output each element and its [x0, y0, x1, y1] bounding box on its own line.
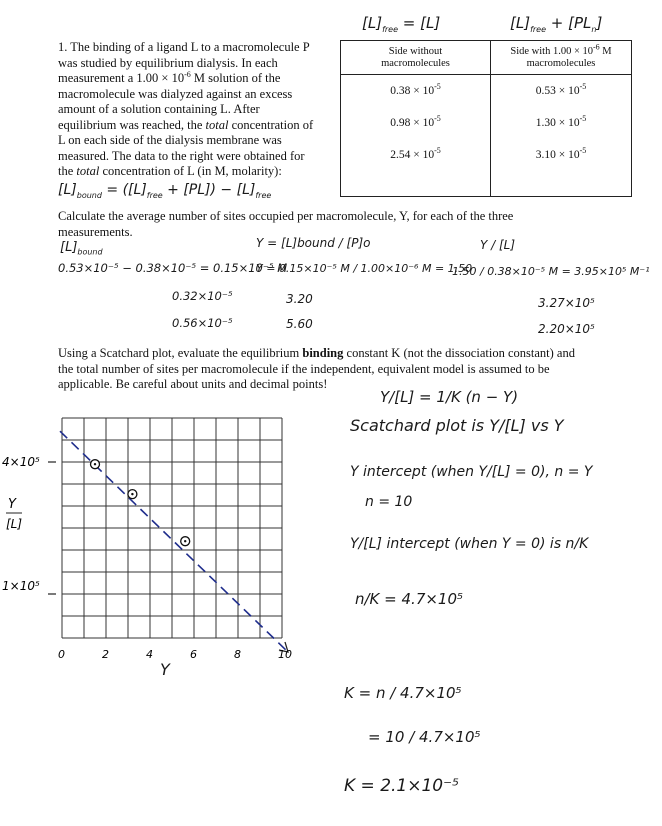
hw-y-2: 3.20: [286, 292, 313, 306]
table-cell: $3.10 \times 10^{-5}$: [535, 146, 587, 161]
y-tick-label: 4×10⁵: [2, 455, 40, 469]
hw-nk-value: n/K = 4.7×10⁵: [355, 590, 464, 608]
problem-statement: [58, 40, 338, 180]
x-tick-label: 6: [190, 648, 197, 661]
hw-lbound-header: $[L]_{bound}$: [60, 240, 103, 257]
problem-line: measurement a $1.00 \times 10^{-6}$ M solution of the: [58, 69, 281, 85]
x-tick-label: 8: [234, 648, 241, 661]
scatchard-plot: [0, 410, 320, 680]
table-cell: $0.98 \times 10^{-5}$: [390, 114, 441, 129]
calc-instruction: Calculate the average number of sites occupied per macromolecule, Y, for each of the three measurements.: [58, 209, 514, 239]
hw-ratio-header: Y / [L]: [480, 238, 516, 252]
problem-line: the total concentration of L (in M, molarity):: [58, 164, 282, 178]
table-col-without: [341, 75, 491, 197]
hw-ratio-calc: 1.50 / 0.38×10⁻⁵ M = 3.95×10⁵ M⁻¹: [452, 265, 650, 278]
hw-y-calc: Y = 0.15×10⁻⁵ M / 1.00×10⁻⁶ M = 1.50: [256, 262, 473, 275]
table-cell: $0.53 \times 10^{-5}$: [535, 82, 587, 97]
table-header-without: Side without macromolecules: [341, 41, 491, 75]
hw-col1-header: $[L]_{free} = [L]$: [362, 14, 441, 34]
table-header-with: Side with $1.00 \times 10^{-6}$ M macromolecules: [491, 41, 632, 75]
problem-line: macromolecule was dialyzed against an excess: [58, 86, 293, 101]
x-tick-label: 10: [278, 648, 292, 661]
hw-k-eq2: = 10 / 4.7×10⁵: [368, 728, 481, 746]
hw-bound-equation: $[L]_{bound} = ([L]_{free} + [PL]) - [L]_{free}$: [58, 182, 272, 200]
hw-k-eq1: K = n / 4.7×10⁵: [344, 684, 462, 702]
table-col-with: [491, 75, 632, 197]
hw-lbound-calc: 0.53×10⁻⁵ − 0.38×10⁻⁵ = 0.15×10⁻⁵ M: [58, 261, 288, 275]
table-cell: $2.54 \times 10^{-5}$: [390, 146, 441, 161]
hw-ratio-2: 3.27×10⁵: [538, 296, 595, 310]
plot-grid: [48, 418, 282, 638]
hw-ratio-intercept: Y/[L] intercept (when Y = 0) is n/K: [350, 536, 589, 552]
hw-scatchard-eq: Y/[L] = 1/K (n − Y): [380, 388, 519, 406]
problem-line: equilibrium was reached, the total concentration of: [58, 117, 314, 132]
table-cell: $0.38 \times 10^{-5}$: [390, 82, 441, 97]
problem-line: amount of a solution containing L. After: [58, 102, 260, 116]
data-point-center: [184, 540, 186, 542]
y-axis-label-top: Y: [8, 497, 16, 512]
hw-n-value: n = 10: [365, 494, 413, 510]
x-tick-label: 2: [102, 648, 109, 661]
y-tick-label: 1×10⁵: [2, 579, 40, 593]
hw-y-formula: Y = [L]bound / [P]o: [256, 236, 371, 250]
hw-lbound-2: 0.32×10⁻⁵: [172, 289, 233, 303]
hw-scatchard-plot-is: Scatchard plot is Y/[L] vs Y: [350, 416, 564, 435]
data-point-center: [131, 493, 133, 495]
hw-k-final: K = 2.1×10⁻⁵: [344, 776, 459, 796]
hw-lbound-3: 0.56×10⁻⁵: [172, 316, 233, 330]
x-tick-label: 4: [146, 648, 153, 661]
hw-y-intercept: Y intercept (when Y/[L] = 0), n = Y: [350, 464, 593, 480]
hw-ratio-3: 2.20×10⁵: [538, 322, 595, 336]
x-axis-label: Y: [160, 660, 170, 679]
problem-line: L on each side of the dialysis membrane was: [58, 133, 282, 147]
plot-marks: [58, 431, 292, 661]
y-axis-label-bottom: [L]: [6, 517, 23, 531]
table-cell: $1.30 \times 10^{-5}$: [535, 114, 587, 129]
hw-col2-header: $[L]_{free} + [PL_n]$: [510, 14, 603, 34]
hw-y-3: 5.60: [286, 317, 313, 331]
data-table: [340, 40, 632, 197]
x-tick-label: 0: [58, 648, 65, 661]
problem-line: was studied by equilibrium dialysis. In each: [58, 55, 278, 70]
problem-line: measured. The data to the right were obtained for: [58, 148, 305, 163]
data-point-center: [94, 463, 96, 465]
problem-line: 1. The binding of a ligand L to a macromolecule P: [58, 40, 310, 54]
scatchard-instruction: Using a Scatchard plot, evaluate the equilibrium binding constant K (not the dissociation constant) and the total number of sites per macromolecule if the independent, equivalent model is assumed to be applicable. Be careful about units and decimal points!: [58, 346, 575, 391]
